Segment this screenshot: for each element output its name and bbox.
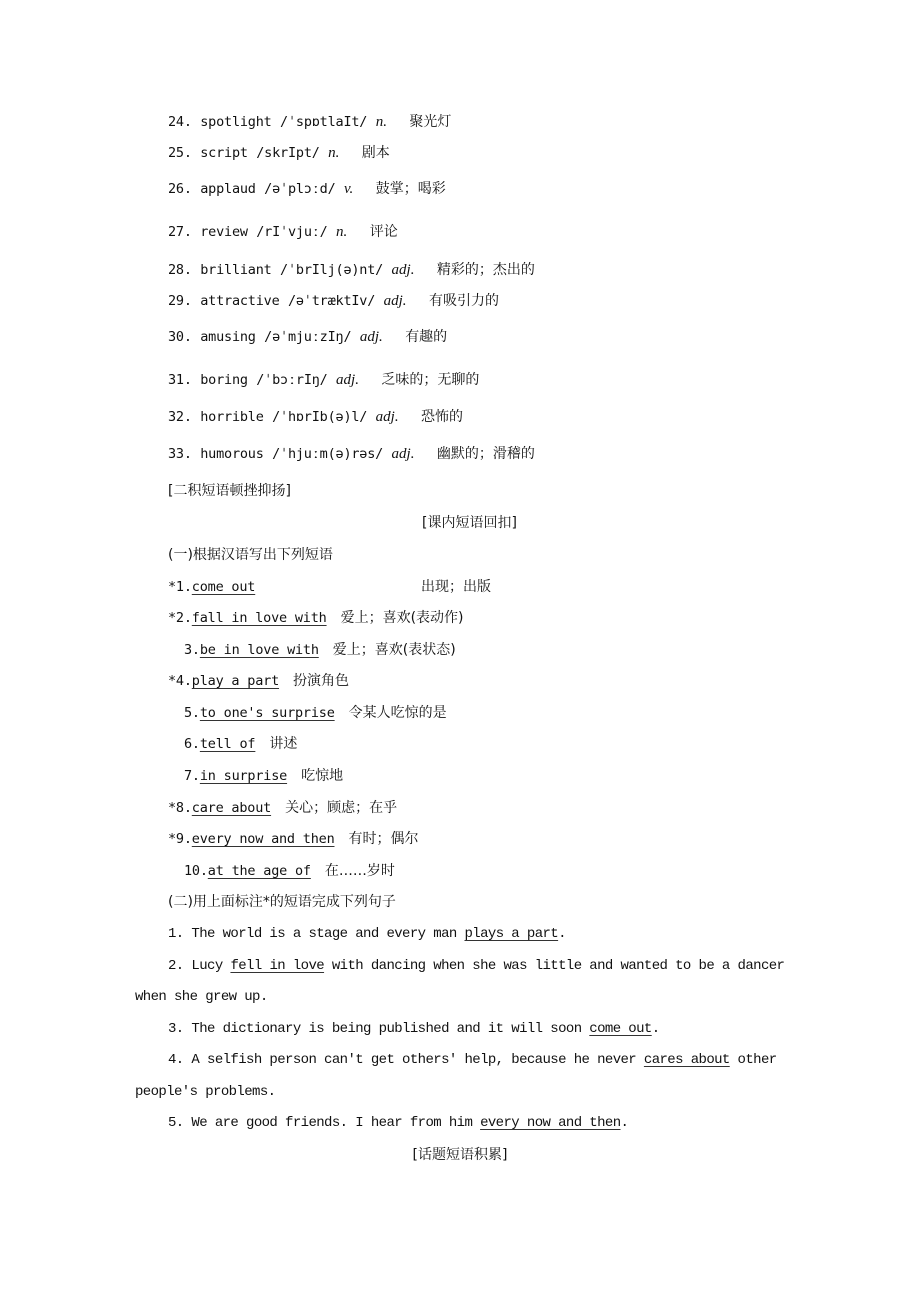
sentence-item (168, 924, 566, 944)
phonetic: /ˈhɒrIb(ə)l/ (272, 409, 368, 425)
item-number: 24. (168, 114, 192, 130)
sentence-text: with dancing when she was little and wanted to be a dancer (324, 958, 785, 974)
phrase-item (168, 671, 349, 691)
phrase-answer: play a part (191, 673, 280, 689)
phrase-number: *1. (168, 579, 192, 595)
sentence-item (168, 1050, 777, 1070)
phrase-item (184, 734, 297, 754)
word: script (200, 145, 248, 161)
phrase-item (184, 640, 456, 660)
phrase-meaning: 爱上；喜欢(表动作) (340, 610, 464, 626)
phrase-answer: come out (191, 579, 256, 595)
word: review (200, 224, 248, 240)
subsection-heading: [课内短语回扣] (422, 515, 517, 531)
phrase-number: 7. (184, 768, 200, 784)
phonetic: /ˈspɒtlaIt/ (280, 114, 368, 130)
meaning: 有吸引力的 (428, 293, 499, 309)
sentence-answer: cares about (643, 1052, 730, 1068)
sentence-continuation: people's problems. (135, 1084, 276, 1100)
sentence-item (168, 956, 784, 976)
word: horrible (200, 409, 264, 425)
phrase-answer: to one's surprise (199, 705, 335, 721)
word: applaud (200, 181, 256, 197)
item-number: 30. (168, 329, 192, 345)
vocab-item (168, 112, 451, 132)
sentence-item (168, 1019, 660, 1039)
part-of-speech: adj. (359, 329, 383, 345)
part-of-speech: adj. (375, 409, 399, 425)
phrase-number: *2. (168, 610, 192, 626)
phonetic: /skrIpt/ (256, 145, 320, 161)
word: humorous (200, 446, 264, 462)
item-number: 33. (168, 446, 192, 462)
item-number: 27. (168, 224, 192, 240)
vocab-item (168, 444, 535, 464)
phrase-meaning: 出现；出版 (421, 579, 491, 595)
part-of-speech: n. (336, 224, 348, 240)
phrase-meaning: 爱上；喜欢(表状态) (332, 642, 456, 658)
item-number: 31. (168, 372, 192, 388)
sentence-text: A selfish person can't get others' help, because he never (191, 1052, 644, 1068)
word: amusing (200, 329, 256, 345)
phrase-answer: be in love with (199, 642, 319, 658)
vocab-item (168, 143, 390, 163)
meaning: 乏味的；无聊的 (381, 372, 480, 388)
sentence-text: . (558, 926, 566, 942)
sentence-text: The world is a stage and every man (191, 926, 465, 942)
part-of-speech: adj. (391, 446, 415, 462)
phrase-item (168, 798, 397, 818)
phrase-answer: care about (191, 800, 272, 816)
phrase-item (168, 608, 464, 628)
item-number: 32. (168, 409, 192, 425)
phonetic: /əˈplɔːd/ (264, 181, 336, 197)
part-of-speech: v. (343, 181, 354, 197)
phrase-item (168, 577, 255, 597)
phonetic: /əˈmjuːzIŋ/ (264, 329, 352, 345)
vocab-item (168, 260, 535, 280)
phonetic: /ˈbɔːrIŋ/ (256, 372, 328, 388)
phrase-meaning: 吃惊地 (301, 768, 344, 784)
part-of-speech: adj. (391, 262, 415, 278)
sentence-text: . (620, 1115, 629, 1131)
part-of-speech: adj. (336, 372, 359, 388)
item-number: 25. (168, 145, 192, 161)
phrase-number: 3. (184, 642, 200, 658)
sentence-answer: every now and then (480, 1115, 621, 1131)
topic-phrases-heading: [话题短语积累] (412, 1147, 508, 1163)
meaning: 聚光灯 (409, 114, 452, 130)
vocab-item (168, 407, 463, 427)
word: spotlight (200, 114, 272, 130)
phrase-item (184, 766, 343, 786)
sentence-text: We are good friends. I hear from him (191, 1115, 481, 1131)
phrase-meaning: 讲述 (269, 736, 298, 752)
sentence-number: 3. (168, 1021, 184, 1037)
phrase-item (184, 861, 395, 881)
sentence-answer: fell in love (230, 958, 325, 974)
phonetic: /rIˈvjuː/ (256, 224, 328, 240)
phrase-answer: at the age of (207, 863, 311, 879)
phrase-number: 6. (184, 736, 200, 752)
vocab-item (168, 327, 447, 347)
sentence-number: 4. (168, 1052, 184, 1068)
phrase-number: 5. (184, 705, 200, 721)
phrase-answer: fall in love with (191, 610, 327, 626)
word: brilliant (200, 262, 272, 278)
sentence-text: The dictionary is being published and it will soon (191, 1021, 590, 1037)
item-number: 26. (168, 181, 192, 197)
phrase-answer: in surprise (199, 768, 288, 784)
vocab-item (168, 291, 499, 311)
sentence-answer: plays a part (464, 926, 559, 942)
vocab-item (168, 370, 479, 390)
word: boring (200, 372, 248, 388)
meaning: 幽默的；滑稽的 (436, 446, 535, 462)
sentence-text: other (729, 1052, 777, 1068)
vocab-item (168, 222, 398, 242)
phrase-answer: every now and then (191, 831, 335, 847)
meaning: 评论 (369, 224, 398, 240)
meaning: 精彩的；杰出的 (436, 262, 535, 278)
phrase-meaning: 扮演角色 (293, 673, 350, 689)
sentence-text: Lucy (191, 958, 231, 974)
part-of-speech: adj. (383, 293, 407, 309)
word: attractive (200, 293, 280, 309)
phrase-meaning: 令某人吃惊的是 (348, 705, 447, 721)
part-of-speech: n. (328, 145, 340, 161)
phrase-meaning: 在……岁时 (324, 863, 395, 879)
phrase-item (168, 829, 419, 849)
phrase-answer: tell of (199, 736, 256, 752)
item-number: 28. (168, 262, 192, 278)
part-of-speech: n. (375, 114, 387, 130)
phrase-number: 10. (184, 863, 208, 879)
section-heading: [二积短语顿挫抑扬] (168, 483, 291, 499)
phonetic: /əˈtræktIv/ (287, 293, 376, 309)
meaning: 鼓掌；喝彩 (375, 181, 446, 197)
sentence-number: 5. (168, 1115, 184, 1131)
sentence-continuation: when she grew up. (135, 989, 268, 1005)
phrase-meaning: 有时；偶尔 (348, 831, 419, 847)
meaning: 恐怖的 (421, 409, 464, 425)
sentence-number: 1. (168, 926, 184, 942)
item-number: 29. (168, 293, 192, 309)
meaning: 有趣的 (405, 329, 448, 345)
part1-title: (一)根据汉语写出下列短语 (168, 547, 333, 563)
phonetic: /ˈhjuːm(ə)rəs/ (272, 446, 384, 462)
sentence-text: . (651, 1021, 660, 1037)
sentence-item (168, 1113, 628, 1133)
phrase-number: *9. (168, 831, 192, 847)
sentence-number: 2. (168, 958, 184, 974)
phonetic: /ˈbrIlj(ə)nt/ (280, 262, 384, 278)
vocab-item (168, 179, 446, 199)
part2-title: (二)用上面标注*的短语完成下列句子 (168, 894, 396, 910)
phrase-meaning: 关心；顾虑；在乎 (285, 800, 398, 816)
phrase-number: *8. (168, 800, 192, 816)
meaning: 剧本 (361, 145, 390, 161)
phrase-number: *4. (168, 673, 192, 689)
sentence-answer: come out (589, 1021, 652, 1037)
phrase-item (184, 703, 447, 723)
